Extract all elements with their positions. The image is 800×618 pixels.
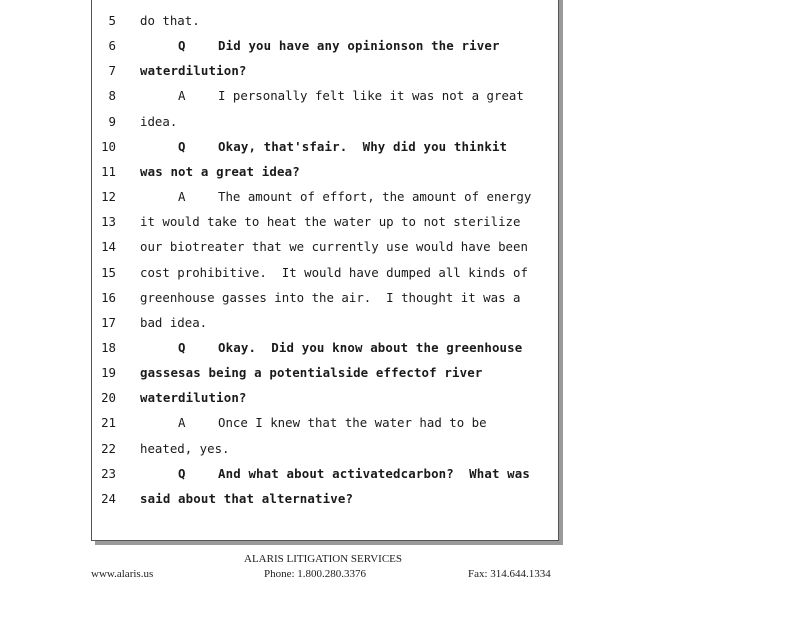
line-text: Okay. Did you know about the greenhouse xyxy=(218,339,523,355)
transcript-line xyxy=(92,187,558,207)
footer-phone: Phone: 1.800.280.3376 xyxy=(264,568,367,580)
line-number: 9 xyxy=(108,113,116,129)
transcript-line xyxy=(92,363,558,383)
line-number: 16 xyxy=(101,289,116,305)
question-marker: Q xyxy=(178,38,186,54)
line-text: waterdilution? xyxy=(140,63,247,79)
transcript-line xyxy=(92,137,558,157)
line-number: 20 xyxy=(101,390,116,406)
line-text: bad idea. xyxy=(140,314,208,330)
question-marker: Q xyxy=(178,339,186,355)
line-number: 12 xyxy=(101,189,116,205)
footer-website: www.alaris.us xyxy=(91,568,154,580)
question-marker: Q xyxy=(178,138,186,154)
line-number: 24 xyxy=(101,490,116,506)
transcript-line xyxy=(92,288,558,308)
line-text: waterdilution? xyxy=(140,390,247,406)
line-text: heated, yes. xyxy=(140,440,230,456)
line-number: 10 xyxy=(101,138,116,154)
line-number: 18 xyxy=(101,339,116,355)
line-number: 22 xyxy=(101,440,116,456)
line-number: 15 xyxy=(101,264,116,280)
line-text: I personally felt like it was not a great xyxy=(218,88,524,104)
line-number: 11 xyxy=(101,163,116,179)
line-text: Did you have any opinionson the river xyxy=(218,38,500,54)
footer-fax: Fax: 314.644.1334 xyxy=(468,568,551,580)
line-number: 8 xyxy=(108,88,116,104)
line-text: cost prohibitive. It would have dumped all kinds of xyxy=(140,264,528,280)
line-number: 7 xyxy=(108,63,116,79)
transcript-line xyxy=(92,388,558,408)
transcript-line xyxy=(92,61,558,81)
line-number: 14 xyxy=(101,239,116,255)
question-marker: Q xyxy=(178,465,186,481)
transcript-line xyxy=(92,489,558,509)
line-number: 6 xyxy=(108,38,116,54)
transcript-line xyxy=(92,112,558,132)
line-text: it would take to heat the water up to not sterilize xyxy=(140,214,521,230)
line-number: 13 xyxy=(101,214,116,230)
line-text: idea. xyxy=(140,113,178,129)
transcript-line xyxy=(92,86,558,106)
transcript-line xyxy=(92,263,558,283)
answer-marker: A xyxy=(178,415,186,431)
line-number: 21 xyxy=(101,415,116,431)
answer-marker: A xyxy=(178,189,186,205)
transcript-line xyxy=(92,313,558,333)
line-number: 19 xyxy=(101,365,116,381)
line-text: said about that alternative? xyxy=(140,490,354,506)
transcript-line xyxy=(92,11,558,31)
line-text: And what about activatedcarbon? What was xyxy=(218,465,531,481)
transcript-line xyxy=(92,212,558,232)
transcript-line xyxy=(92,464,558,484)
transcript-line xyxy=(92,36,558,56)
line-text: Okay, that'sfair. Why did you thinkit xyxy=(218,138,508,154)
line-text: greenhouse gasses into the air. I thought it was a xyxy=(140,289,521,305)
line-number: 5 xyxy=(108,13,116,28)
line-text: do that. xyxy=(140,13,200,28)
line-text: gassesas being a potentialside effectof river xyxy=(140,365,483,381)
line-text: The amount of effort, the amount of energy xyxy=(218,189,532,205)
line-text: our biotreater that we currently use would have been xyxy=(140,239,528,255)
transcript-line xyxy=(92,237,558,257)
transcript-line xyxy=(92,338,558,358)
line-text: Once I knew that the water had to be xyxy=(218,415,487,431)
answer-marker: A xyxy=(178,88,186,104)
transcript-line xyxy=(92,413,558,433)
line-number: 23 xyxy=(101,465,116,481)
footer-company: ALARIS LITIGATION SERVICES xyxy=(244,553,403,565)
transcript-page xyxy=(91,0,559,541)
transcript-line xyxy=(92,439,558,459)
line-number: 17 xyxy=(101,314,116,330)
transcript-line xyxy=(92,162,558,182)
line-text: was not a great idea? xyxy=(140,163,300,179)
